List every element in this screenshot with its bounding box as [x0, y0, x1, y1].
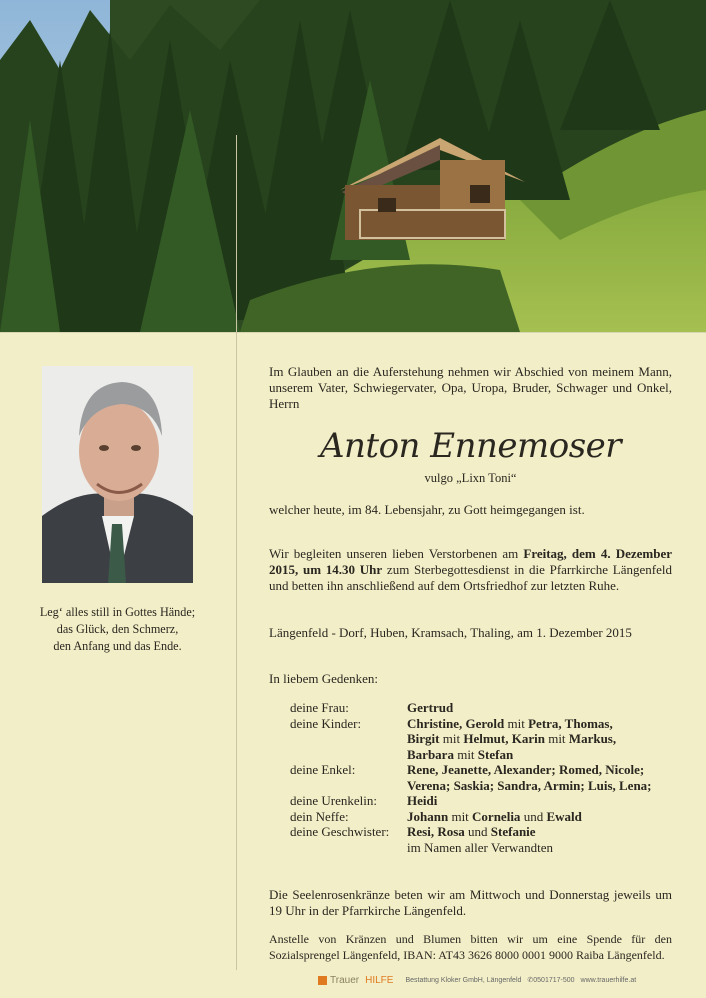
family-member-part: Petra, Thomas, — [528, 715, 613, 731]
footer — [318, 970, 678, 990]
header-photo — [0, 0, 706, 332]
passed-text: welcher heute, im 84. Lebensjahr, zu Gott heimgegangen ist. — [269, 502, 585, 517]
logo-square-icon — [318, 976, 327, 985]
family-relation: dein Neffe: — [290, 808, 349, 824]
family-member-part: Heidi — [407, 793, 438, 808]
family-row — [290, 762, 680, 778]
family-member-part: mit — [544, 731, 569, 746]
intro-text: Im Glauben an die Auferstehung nehmen wir Abschied von meinem Mann, unserem Vater, Schwiegervater, Opa, Uropa, Bruder, Schwager und Onkel, Herrn — [269, 364, 672, 411]
family-relation — [290, 731, 407, 747]
family-members — [407, 762, 680, 778]
verse-line: den Anfang und das Ende. — [53, 639, 182, 653]
family-row — [290, 700, 680, 716]
footer-phone: ✆0501717-500 — [527, 977, 575, 984]
family-member-part: Christine, Gerold — [407, 715, 505, 731]
family-relation — [290, 747, 407, 763]
family-members — [407, 700, 680, 716]
family-row — [290, 716, 680, 732]
verse-line: das Glück, den Schmerz, — [56, 622, 179, 636]
trauerhilfe-logo — [318, 975, 399, 986]
donation-text: Anstelle von Kränzen und Blumen bitten wir um eine Spende für den Sozialsprengel Längenfeld, IBAN: AT43 3626 8000 0001 9000 Raiba Längenfeld. — [269, 932, 672, 962]
funeral-text — [269, 546, 672, 594]
family-row — [290, 809, 680, 825]
funeral-post: zum Sterbegottesdienst in die Pfarrkirche Längenfeld und betten ihn anschließend auf dem Ortsfriedhof zur letzten Ruhe. — [269, 562, 672, 593]
family-member-part: Johann — [407, 808, 449, 824]
family-member-part: mit — [453, 746, 478, 762]
family-row — [290, 747, 680, 763]
footer-web: www.trauerhilfe.at — [580, 976, 637, 984]
family-members — [407, 824, 680, 840]
family-row — [290, 793, 680, 809]
family-row — [290, 731, 680, 747]
family-member-part: und — [464, 824, 491, 839]
verse-line: Leg‘ alles still in Gottes Hände; — [39, 605, 196, 619]
family-member-part: Helmut, Karin — [463, 731, 545, 746]
family-members — [407, 716, 680, 732]
family-member-part: Barbara — [407, 746, 454, 762]
family-member-part: Cornelia — [472, 808, 521, 824]
family-relation: deine Geschwister: — [290, 824, 390, 839]
logo-trauer: Trauer — [330, 974, 360, 986]
family-relation: deine Enkel: — [290, 762, 356, 777]
alpine-hut-landscape — [0, 0, 706, 332]
family-member-part: mit — [504, 715, 529, 731]
funeral-pre: Wir begleiten unseren lieben Verstorbenen am — [269, 546, 524, 561]
family-members — [407, 809, 680, 825]
family-row — [290, 840, 680, 856]
nickname: vulgo „Lixn Toni“ — [424, 471, 517, 485]
family-member-part: und — [520, 808, 547, 824]
family-member-part: Rene, Jeanette, Alexander; Romed, Nicole; — [407, 762, 645, 777]
family-member-part: mit — [448, 808, 473, 824]
verse — [20, 604, 215, 655]
family-member-part: Resi, Rosa — [407, 824, 465, 839]
divider-horizontal — [0, 332, 706, 333]
family-member-part: Stefan — [477, 746, 514, 762]
family-member-part: mit — [439, 731, 464, 746]
family-member-part: Gertrud — [407, 700, 454, 715]
portrait-photo — [42, 366, 193, 583]
family-members — [407, 793, 680, 809]
footer-company: Bestattung Kloker GmbH, Längenfeld — [405, 976, 522, 984]
family-list — [290, 700, 680, 855]
family-row — [290, 778, 680, 794]
family-member-part: Markus, — [568, 731, 617, 746]
deceased-name: Anton Ennemoser — [319, 426, 622, 466]
rosary-text: Die Seelenrosenkränze beten wir am Mittwoch und Donnerstag jeweils um 19 Uhr in der Pfarrkirche Längenfeld. — [269, 887, 672, 918]
funeral-date: Freitag, dem 4. Dezember 2015, um 14.30 Uhr — [269, 546, 672, 577]
family-member-part: Verena; Saskia; Sandra, Armin; Luis, Lena; — [407, 777, 652, 793]
family-member-part: Birgit — [407, 731, 440, 746]
family-member-part: Ewald — [546, 808, 582, 824]
family-relation: deine Urenkelin: — [290, 793, 377, 808]
family-members — [407, 778, 680, 794]
logo-hilfe: HILFE — [365, 974, 394, 986]
memory-title: In liebem Gedenken: — [269, 671, 379, 686]
place-date: Längenfeld - Dorf, Huben, Kramsach, Thaling, am 1. Dezember 2015 — [269, 625, 632, 640]
family-member-part: im Namen aller Verwandten — [407, 839, 553, 855]
family-relation: deine Kinder: — [290, 715, 362, 731]
family-relation: deine Frau: — [290, 700, 349, 715]
family-members — [407, 747, 680, 763]
family-member-part: Stefanie — [490, 824, 536, 839]
family-row — [290, 824, 680, 840]
divider-vertical — [236, 135, 237, 970]
family-relation — [290, 840, 407, 856]
portrait-illustration — [42, 366, 193, 583]
family-members — [407, 840, 680, 856]
family-members — [407, 731, 680, 747]
family-relation — [290, 778, 407, 794]
